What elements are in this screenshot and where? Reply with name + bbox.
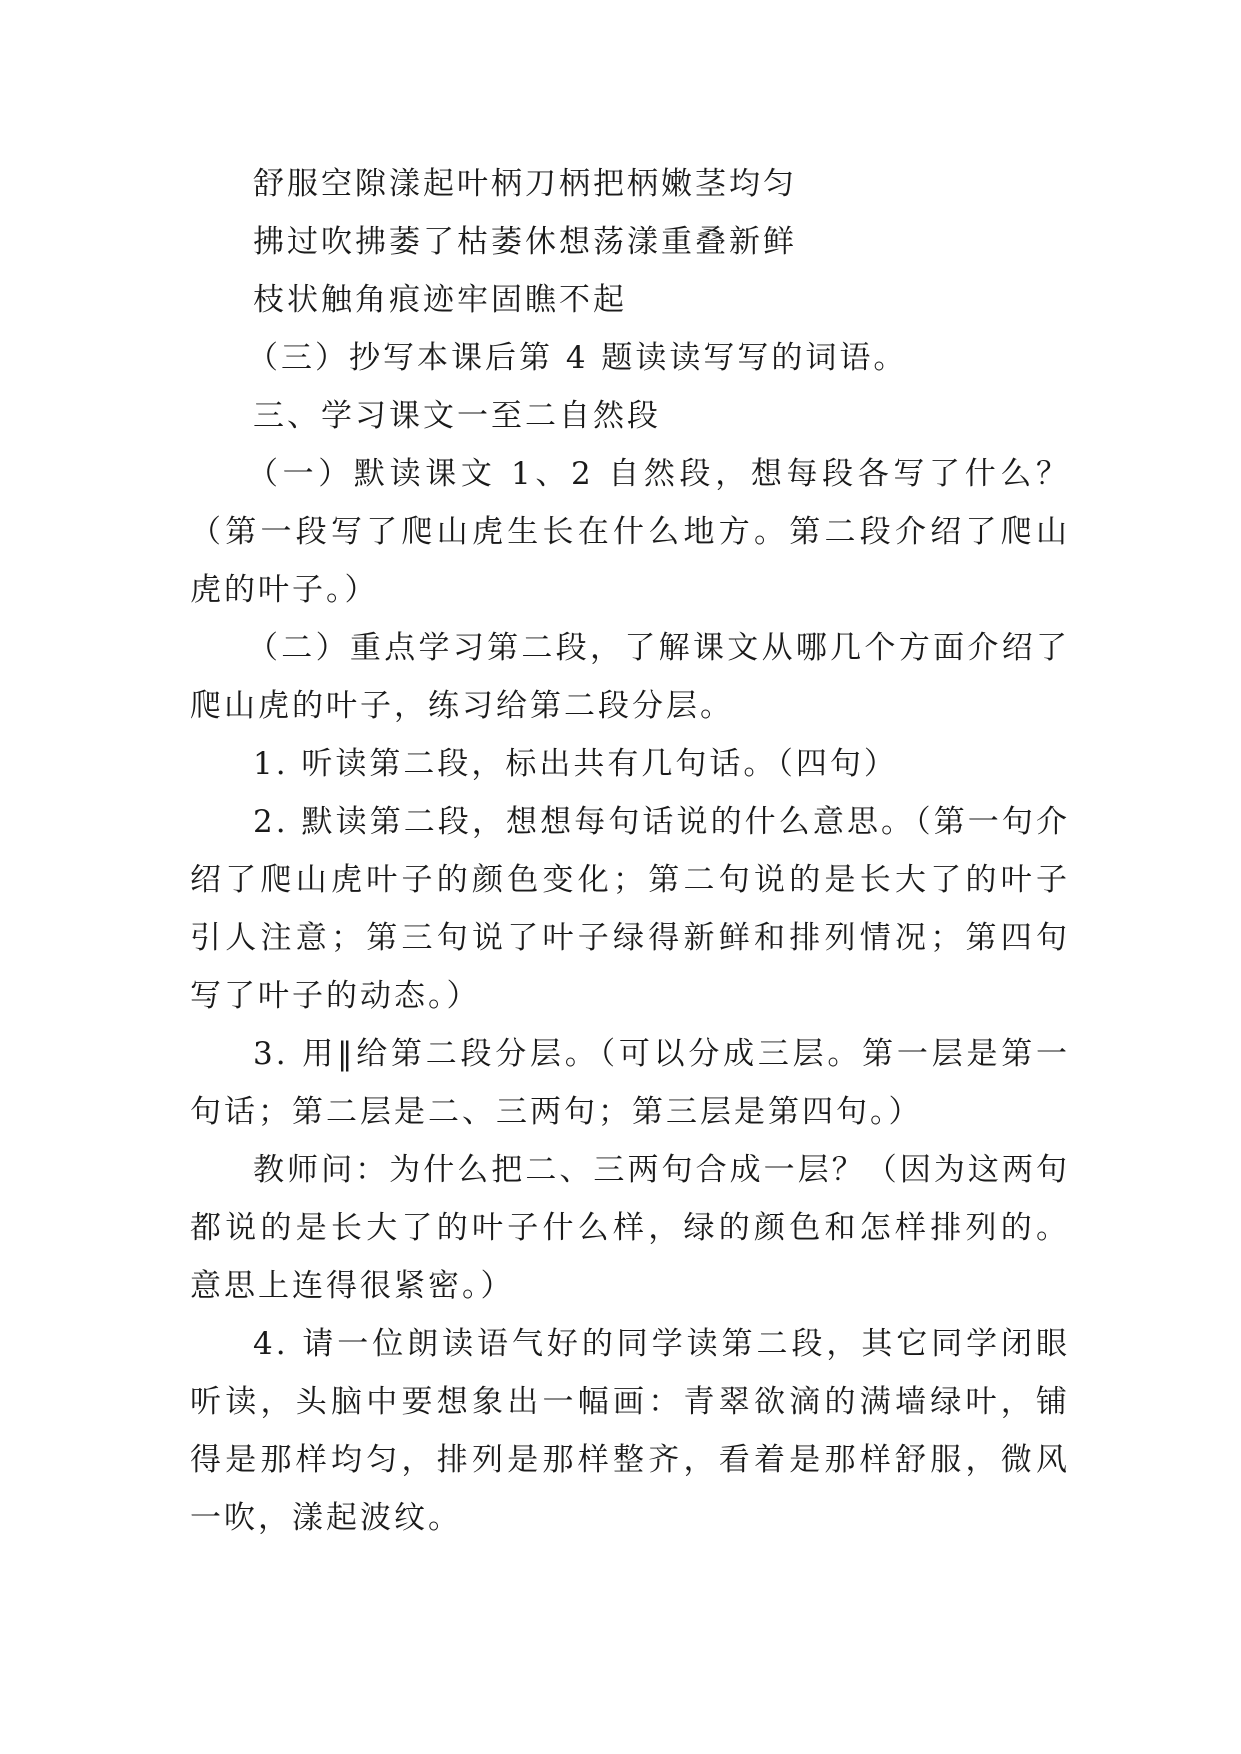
section-heading-three: 三、学习课文一至二自然段 (253, 398, 661, 434)
step-3: 3. 用‖给第二段分层。（可以分成三层。第一层是第一句话；第二层是二、三两句；第三层是第四句。） (190, 1036, 1070, 1130)
vocab-line-1: 舒服空隙漾起叶柄刀柄把柄嫩茎均匀 (253, 166, 797, 202)
vocab-line-2: 拂过吹拂萎了枯萎休想荡漾重叠新鲜 (253, 224, 797, 260)
step-1: 1. 听读第二段，标出共有几句话。（四句） (253, 746, 898, 782)
teacher-question: 教师问：为什么把二、三两句合成一层？（因为这两句都说的是长大了的叶子什么样，绿的颜色和怎样排列的。意思上连得很紧密。） (190, 1152, 1070, 1304)
paragraph-focus-study: （二）重点学习第二段，了解课文从哪几个方面介绍了爬山虎的叶子，练习给第二段分层。 (190, 630, 1070, 724)
step-2: 2. 默读第二段，想想每句话说的什么意思。（第一句介绍了爬山虎叶子的颜色变化；第二句说的是长大了的叶子引人注意；第三句说了叶子绿得新鲜和排列情况；第四句写了叶子的动态。） (190, 804, 1070, 1014)
document-body (190, 155, 1070, 1547)
step-4: 4. 请一位朗读语气好的同学读第二段，其它同学闭眼听读，头脑中要想象出一幅画：青翠欲滴的满墙绿叶，铺得是那样均匀，排列是那样整齐，看着是那样舒服，微风一吹，漾起波纹。 (190, 1326, 1070, 1536)
vocab-line-3: 枝状触角痕迹牢固瞧不起 (253, 282, 627, 318)
task-copy-words: （三）抄写本课后第 4 题读读写写的词语。 (247, 340, 908, 376)
paragraph-silent-reading: （一）默读课文 1、2 自然段，想每段各写了什么？（第一段写了爬山虎生长在什么地方。第二段介绍了爬山虎的叶子。） (190, 456, 1070, 608)
